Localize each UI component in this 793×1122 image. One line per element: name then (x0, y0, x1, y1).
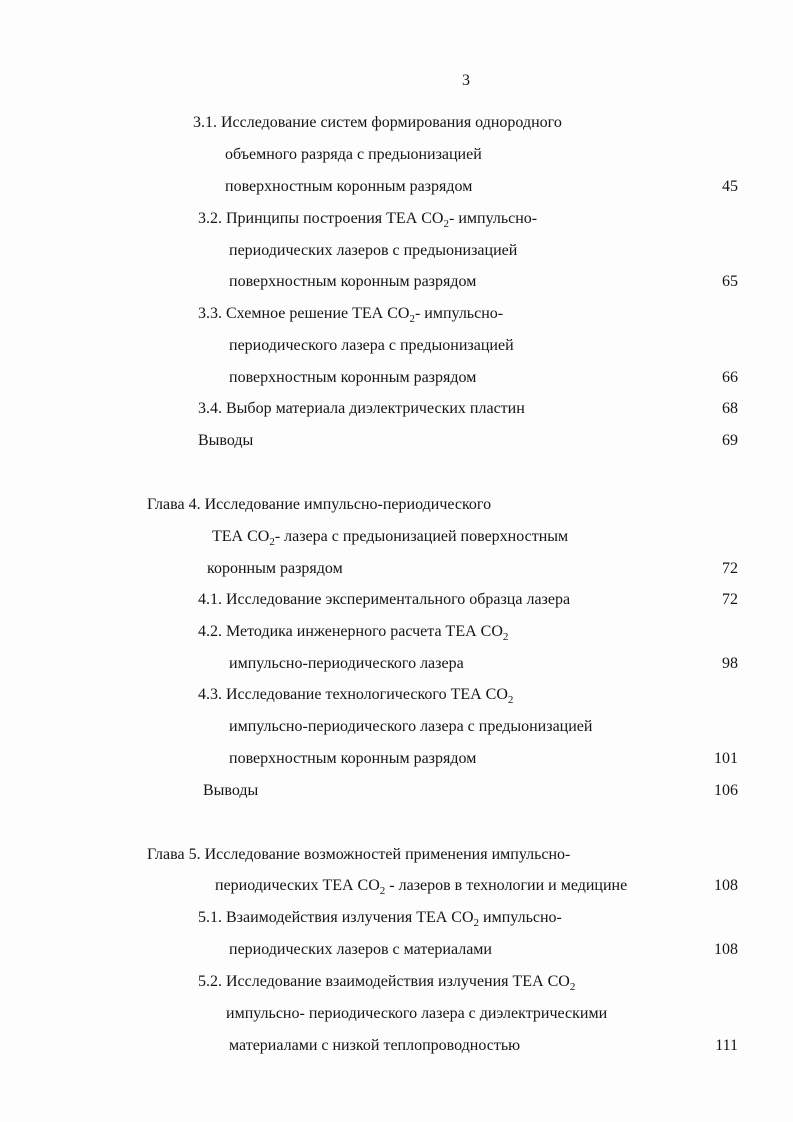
toc-entry-5-1-page: 108 (714, 941, 738, 958)
toc-chapter-4-line-3: коронным разрядом (207, 560, 343, 577)
toc-entry-3-4: 3.4. Выбор материала диэлектрических пластин (198, 400, 525, 417)
toc-entry-4-3-line-1: 4.3. Исследование технологического ТЕА $СО_2$ (198, 686, 514, 707)
toc-entry-3-2-line-1: 3.2. Принципы построения ТЕА $СО_2-$ импульсно- (198, 210, 538, 231)
toc-entry-3-2-line-3: поверхностным коронным разрядом (229, 273, 477, 290)
toc-entry-5-2-page: 111 (715, 1037, 738, 1054)
toc-entry-4-3-line-2: импульсно-периодического лазера с предыонизацией (229, 718, 593, 735)
toc-entry-3-3-line-3: поверхностным коронным разрядом (229, 369, 477, 386)
toc-entry-4-2-line-1: 4.2. Методика инженерного расчета ТЕА $СО_2$ (198, 623, 509, 644)
toc-entry-4-3-line-3: поверхностным коронным разрядом (229, 750, 477, 767)
toc-entry-3-1-line-2: объемного разряда с предыонизацией (225, 146, 482, 163)
toc-entry-4-1-page: 72 (722, 591, 738, 608)
toc-entry-3-3-line-1: 3.3. Схемное решение ТЕА $СО_2-$ импульсно- (198, 305, 504, 326)
toc-entry-5-1-line-2: периодических лазеров с материалами (229, 941, 492, 958)
toc-chapter-4-line-2: ТЕА $СО_2-$ лазера с предыонизацией поверхностным (212, 528, 569, 549)
toc-conclusions-4-page: 106 (714, 782, 738, 799)
toc-entry-3-3-line-2: периодического лазера с предыонизацией (229, 337, 514, 354)
toc-entry-3-1-line-1: 3.1. Исследование систем формирования однородного (193, 114, 562, 131)
toc-entry-4-1: 4.1. Исследование экспериментального образца лазера (198, 591, 571, 608)
toc-entry-5-1-line-1: 5.1. Взаимодействия излучения ТЕА $СО_2$ импульсно- (198, 909, 562, 930)
toc-entry-3-2-line-2: периодических лазеров с предыонизацией (229, 242, 518, 259)
toc-chapter-5-line-2: периодических ТЕА $СО_2$ - лазеров в технологии и медицине (215, 877, 628, 898)
toc-entry-5-2-line-3: материалами с низкой теплопроводностью (229, 1037, 521, 1054)
toc-entry-5-2-line-2: импульсно- периодического лазера с диэлектрическими (226, 1005, 608, 1022)
toc-chapter-5-line-1: Глава 5. Исследование возможностей применения импульсно- (147, 846, 571, 863)
toc-conclusions-4: Выводы (203, 782, 259, 799)
page-number: 3 (462, 72, 470, 89)
toc-chapter-4-page: 72 (722, 560, 738, 577)
toc-chapter-4-line-1: Глава 4. Исследование импульсно-периодического (147, 496, 492, 513)
toc-conclusions-3-page: 69 (722, 432, 738, 449)
toc-entry-3-3-page: 66 (722, 369, 738, 386)
toc-entry-5-2-line-1: 5.2. Исследование взаимодействия излучения ТЕА $СО_2$ (198, 973, 576, 994)
toc-conclusions-3: Выводы (198, 432, 254, 449)
toc-entry-4-3-page: 101 (714, 750, 738, 767)
toc-entry-3-4-page: 68 (722, 400, 738, 417)
toc-entry-4-2-page: 98 (722, 655, 738, 672)
toc-entry-4-2-line-2: импульсно-периодического лазера (229, 655, 464, 672)
toc-entry-3-1-page: 45 (722, 178, 738, 195)
toc-entry-3-1-line-3: поверхностным коронным разрядом (225, 178, 473, 195)
toc-entry-3-2-page: 65 (722, 273, 738, 290)
toc-chapter-5-page: 108 (714, 877, 738, 894)
